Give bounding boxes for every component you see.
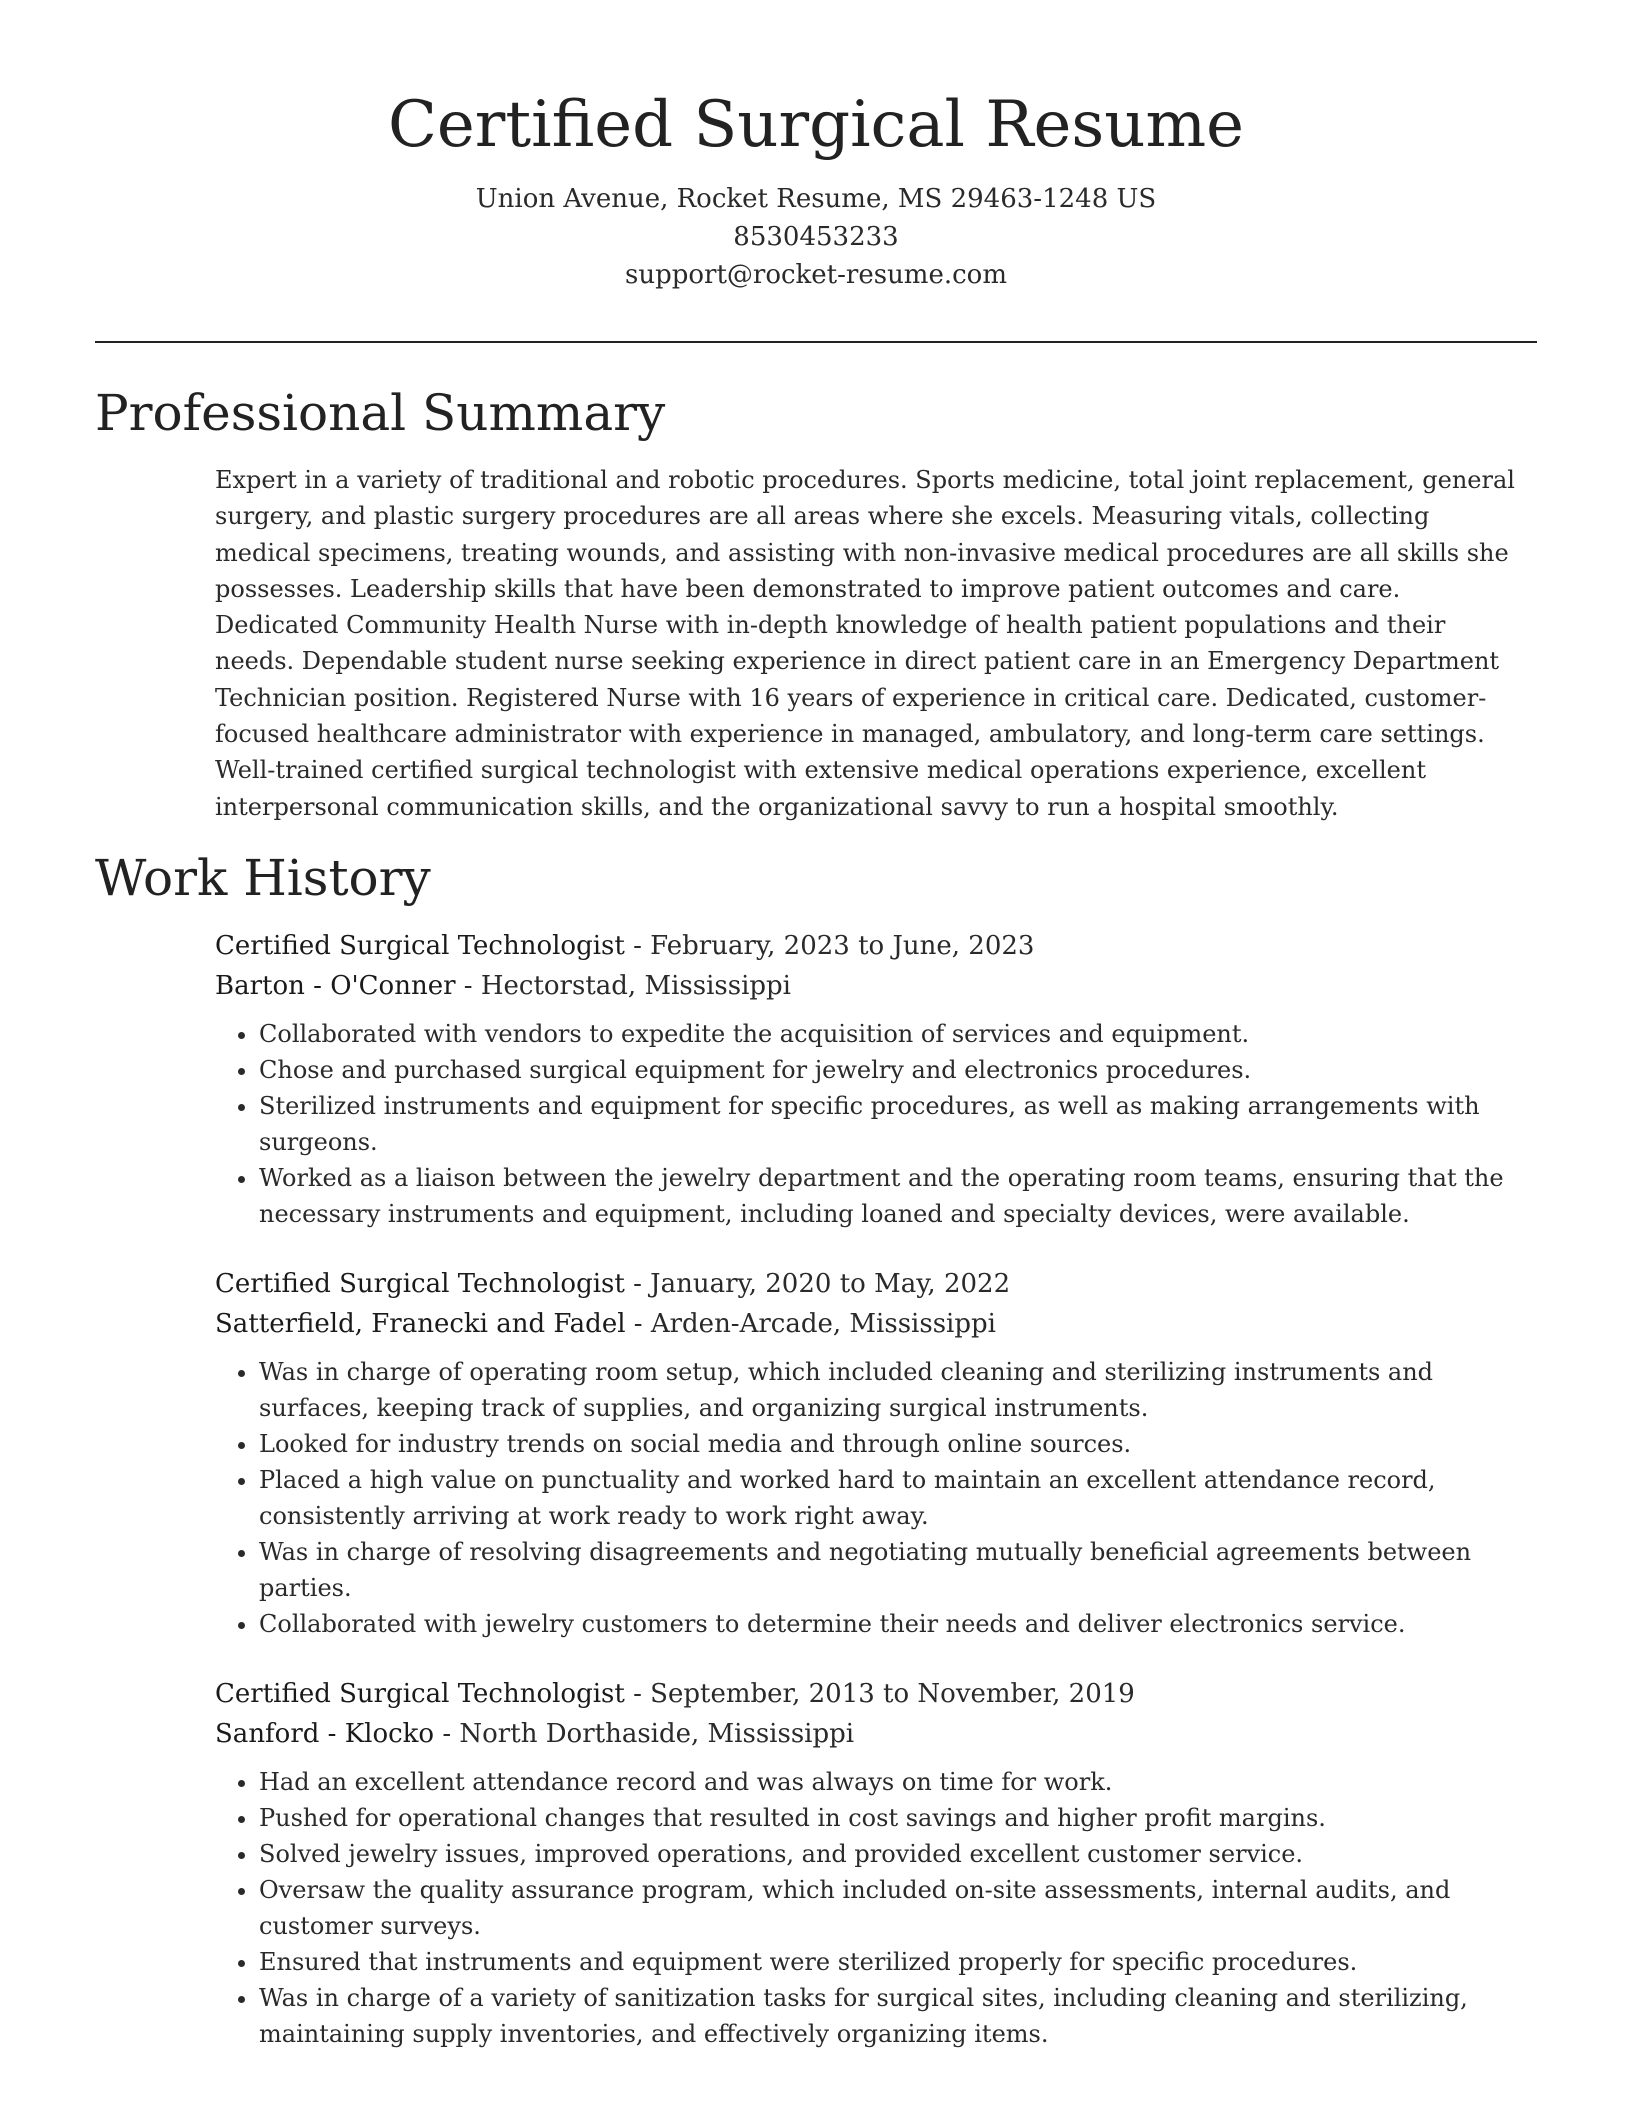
job-entry [215, 1264, 1537, 1642]
job-bullet: • Was in charge of resolving disagreements and negotiating mutually beneficial agreements between parties. [259, 1534, 1537, 1606]
job-dates: - September, 2013 to November, 2019 [624, 1679, 1135, 1709]
job-bullet: • Was in charge of a variety of sanitization tasks for surgical sites, including cleaning and sterilizing, maintaining supply inventories, and effectively organizing items. [259, 1980, 1537, 2052]
job-dates: - February, 2023 to June, 2023 [624, 931, 1035, 961]
job-company-line [215, 966, 1537, 1006]
contact-phone: 8530453233 [733, 222, 899, 252]
job-bullet: • Worked as a liaison between the jewelry department and the operating room teams, ensuring that the necessary instruments and equipment, including loaned and specialty devices, were available. [259, 1160, 1537, 1232]
summary-text: Expert in a variety of traditional and robotic procedures. Sports medicine, total joint replacement, general surgery, and plastic surgery procedures are all areas where she excels. Measuring vitals, collecting medical specimens, treating wounds, and assisting with non-invasive medical procedures are all skills she possesses. Leadership skills that have been demonstrated to improve patient outcomes and care. Dedicated Community Health Nurse with in-depth knowledge of health patient populations and their needs. Dependable student nurse seeking experience in direct patient care in an Emergency Department Technician position. Registered Nurse with 16 years of experience in critical care. Dedicated, customer-focused healthcare administrator with experience in managed, ambulatory, and long-term care settings. Well-trained certified surgical technologist with extensive medical operations experience, excellent interpersonal communication skills, and the organizational savvy to run a hospital smoothly. [215, 466, 1515, 821]
job-bullets [215, 1016, 1537, 1232]
job-company-line [215, 1714, 1537, 1754]
job-company-line [215, 1304, 1537, 1344]
job-bullets [215, 1764, 1537, 2052]
work-history-list [215, 926, 1537, 2084]
job-bullet: • Looked for industry trends on social media and through online sources. [259, 1426, 1537, 1462]
job-title-line [215, 1674, 1537, 1714]
job-location: - Arden-Arcade, Mississippi [625, 1309, 996, 1339]
job-title: Certified Surgical Technologist [215, 931, 625, 961]
job-title: Certified Surgical Technologist [215, 1269, 625, 1299]
job-location: - North Dorthaside, Mississippi [434, 1719, 855, 1749]
job-company: Barton - O'Conner [215, 971, 456, 1001]
summary-heading: Professional Summary [95, 384, 666, 442]
contact-email: support@rocket-resume.com [624, 260, 1007, 290]
job-bullet: • Chose and purchased surgical equipment for jewelry and electronics procedures. [259, 1052, 1537, 1088]
job-dates: - January, 2020 to May, 2022 [624, 1269, 1011, 1299]
job-title: Certified Surgical Technologist [215, 1679, 625, 1709]
job-bullet: • Collaborated with vendors to expedite the acquisition of services and equipment. [259, 1016, 1537, 1052]
job-entry [215, 1674, 1537, 2052]
job-company: Satterfield, Franecki and Fadel [215, 1309, 626, 1339]
contact-address: Union Avenue, Rocket Resume, MS 29463-1248 US [475, 184, 1157, 214]
job-bullet: • Oversaw the quality assurance program, which included on-site assessments, internal audits, and customer surveys. [259, 1872, 1537, 1944]
job-title-line [215, 1264, 1537, 1304]
job-company: Sanford - Klocko [215, 1719, 435, 1749]
header-divider [95, 341, 1537, 343]
job-location: - Hectorstad, Mississippi [455, 971, 791, 1001]
contact-info [0, 180, 1632, 294]
resume-header [0, 80, 1632, 294]
job-bullets [215, 1354, 1537, 1642]
job-entry [215, 926, 1537, 1232]
job-bullet: • Pushed for operational changes that resulted in cost savings and higher profit margins. [259, 1800, 1537, 1836]
job-bullet: • Ensured that instruments and equipment were sterilized properly for specific procedures. [259, 1944, 1537, 1980]
job-bullet: • Solved jewelry issues, improved operations, and provided excellent customer service. [259, 1836, 1537, 1872]
job-bullet: • Placed a high value on punctuality and worked hard to maintain an excellent attendance record, consistently arriving at work ready to work right away. [259, 1462, 1537, 1534]
job-bullet: • Was in charge of operating room setup, which included cleaning and sterilizing instruments and surfaces, keeping track of supplies, and organizing surgical instruments. [259, 1354, 1537, 1426]
job-bullet: • Sterilized instruments and equipment for specific procedures, as well as making arrangements with surgeons. [259, 1088, 1537, 1160]
resume-title: Certified Surgical Resume [387, 88, 1245, 162]
job-bullet: • Had an excellent attendance record and was always on time for work. [259, 1764, 1537, 1800]
job-bullet: • Collaborated with jewelry customers to determine their needs and deliver electronics service. [259, 1606, 1537, 1642]
job-title-line [215, 926, 1537, 966]
work-history-heading: Work History [95, 849, 431, 907]
